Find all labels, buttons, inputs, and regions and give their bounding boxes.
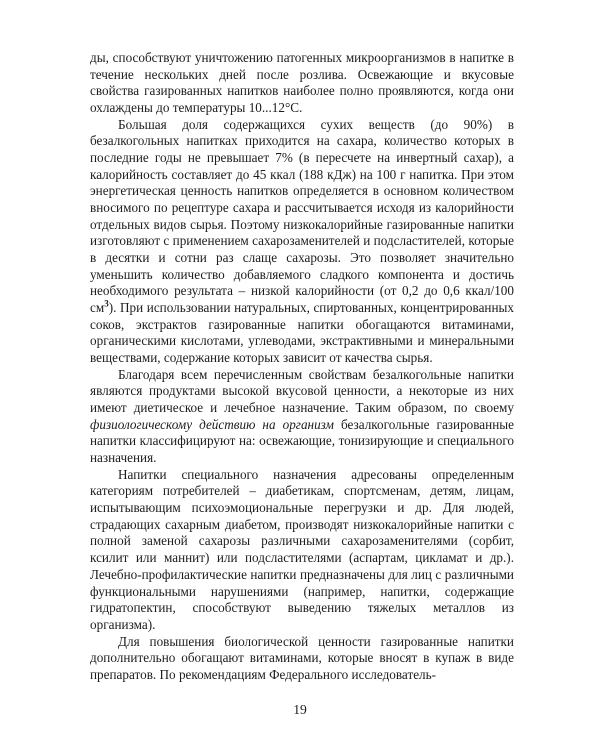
paragraph-1: [90, 50, 514, 117]
body-text: [90, 50, 514, 684]
paragraph-1-text: ды, способствуют уничтожению патогенных микроорганизмов в напитке в течение нескольких дней после розлива. Освежающие и вкусовые свойства газированных напитков наиболее полно проявляются, когда они охлаждены до температуры 10...12°С.: [90, 50, 514, 116]
paragraph-2-text-a: Большая доля содержащихся сухих веществ (до 90%) в безалкогольных напитках приходится на сахара, количество которых в последние годы не превышает 7% (в пересчете на инвертный сахар), а калорийность составляет до 45 ккал (188 кДж) на 100 г напитка. При этом энергетическая ценность напитков определяется в основном количеством вносимого по рецептуре сахара и рассчитывается исходя из калорийности отдельных видов сырья. Поэтому низкокалорийные газированные напитки изготовляют с применением сахарозаменителей и подсластителей, которые в десятки и сотни раз слаще сахарозы. Это позволяет значительно уменьшить количество добавляемого сладкого компонента и достичь необходимого результата – низкой калорийности (от 0,2 до 0,6 ккал/100 см: [90, 116, 514, 316]
italic-term: физиологическому действию на организм: [90, 416, 334, 432]
paragraph-5-text: Для повышения биологической ценности газированные напитки дополнительно обогащают витаминами, которые вносят в купаж в виде препаратов. По рекомендациям Федерального исследователь-: [90, 633, 514, 682]
paragraph-2-text-b: ). При использовании натуральных, спиртованных, концентрированных соков, экстрактов газированные напитки обогащаются витаминами, органическими кислотами, углеводами, экстрактивными и минеральными веществами, содержание которых зависит от качества сырья.: [90, 300, 514, 366]
paragraph-3-text-b: безалкогольные газированные напитки классифицируют на: освежающие, тонизирующие и специального назначения.: [90, 416, 514, 466]
paragraph-3-text-a: Благодаря всем перечисленным свойствам безалкогольные напитки являются продуктами высокой вкусовой ценности, а некоторые из них имеют диетическое и лечебное назначение. Таким образом, по своему: [90, 366, 514, 416]
paragraph-4: [90, 467, 514, 634]
superscript-3: 3: [104, 298, 109, 309]
paragraph-2: [90, 117, 514, 367]
paragraph-5: [90, 634, 514, 684]
paragraph-3: [90, 367, 514, 467]
paragraph-4-text: Напитки специального назначения адресованы определенным категориям потребителей – диабетикам, спортсменам, детям, лицам, испытывающим психоэмоциональные перегрузки и др. Для людей, страдающих сахарным диабетом, производят низкокалорийные напитки с полной заменой сахарозы различными сахарозаменителями (сорбит, ксилит или маннит) или подсластителями (аспартам, цикламат и др.). Лечебно-профилактические напитки предназначены для лиц с различными функциональными нарушениями (например, напитки, содержащие гидратопектин, способствуют выведению тяжелых металлов из организма).: [90, 466, 514, 632]
page-number: 19: [293, 702, 307, 717]
